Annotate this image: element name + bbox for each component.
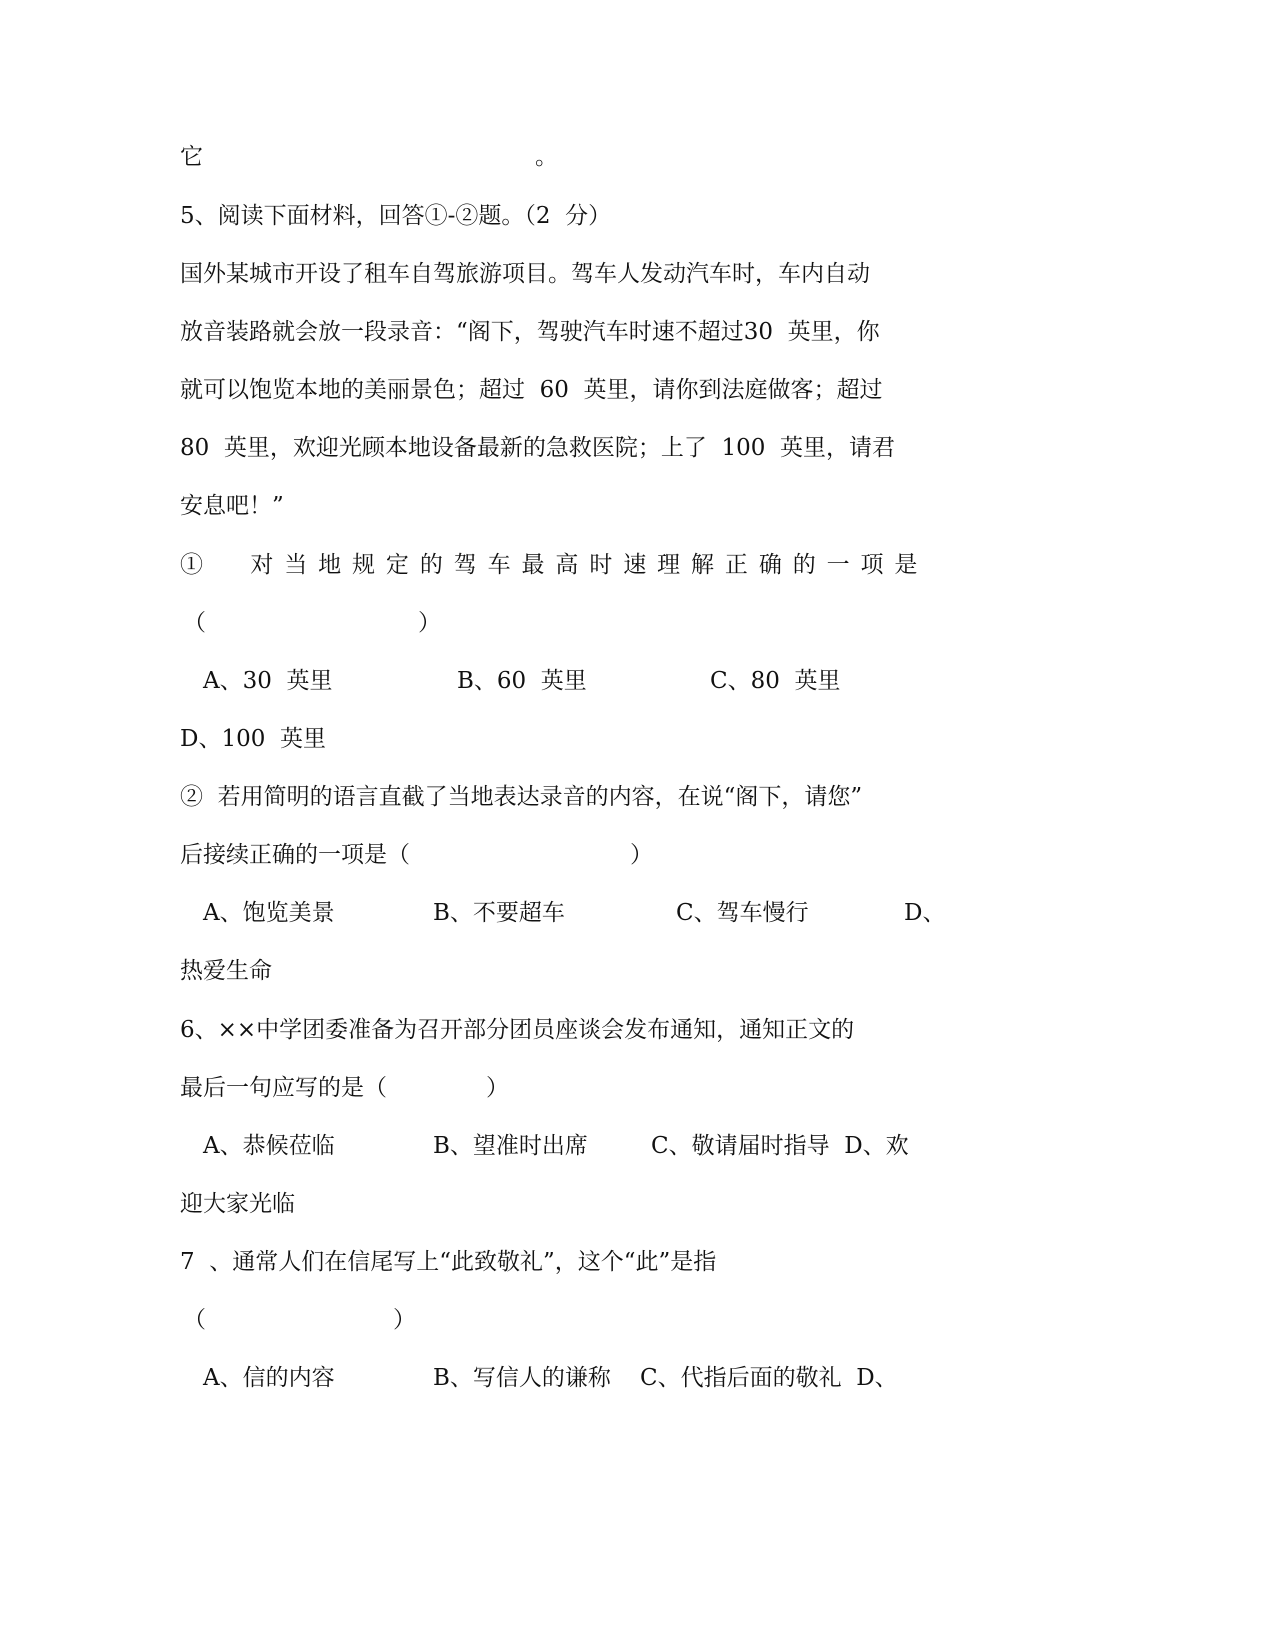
option-d: D、100 英里	[180, 726, 326, 752]
blank-open-paren: （	[183, 610, 206, 636]
option-a: A、饱览美景	[203, 900, 335, 926]
option-a: A、信的内容	[203, 1365, 335, 1391]
sub-question-2: ② 若用简明的语言直截了当地表达录音的内容，在说“阁下，请您”	[180, 784, 863, 810]
option-b: B、不要超车	[433, 900, 565, 926]
material-line-5: 安息吧！”	[180, 493, 284, 519]
question-6-line-1: 6、××中学团委准备为召开部分团员座谈会发布通知，通知正文的	[180, 1017, 855, 1043]
option-d-text: 迎大家光临	[180, 1191, 295, 1217]
option-a: A、恭候莅临	[203, 1133, 335, 1159]
option-a: A、30 英里	[203, 668, 333, 694]
option-d-text: 热爱生命	[180, 958, 272, 984]
question-5-title: 5、阅读下面材料，回答①-②题。（2 分）	[180, 203, 612, 229]
option-b: B、写信人的谦称	[433, 1365, 611, 1391]
material-line-3: 就可以饱览本地的美丽景色；超过 60 英里，请你到法庭做客；超过	[180, 377, 883, 403]
question-6-line-2: 最后一句应写的是（	[180, 1075, 387, 1101]
blank-open-paren: （	[183, 1307, 206, 1333]
option-b: B、望准时出席	[433, 1133, 588, 1159]
answer-line-end: 。	[535, 144, 558, 170]
option-b: B、60 英里	[457, 668, 587, 694]
option-c-d: C、敬请届时指导 D、欢	[651, 1133, 909, 1159]
option-c: C、80 英里	[710, 668, 841, 694]
sub-question-2-cont: 后接续正确的一项是（	[180, 842, 410, 868]
option-c-d: C、代指后面的敬礼 D、	[640, 1365, 898, 1391]
blank-close-paren: ）	[630, 842, 653, 868]
answer-line-start: 它	[180, 144, 203, 170]
material-line-1: 国外某城市开设了租车自驾旅游项目。驾车人发动汽车时，车内自动	[180, 261, 870, 287]
question-7-line-1: 7 、通常人们在信尾写上“此致敬礼”，这个“此”是指	[180, 1249, 717, 1275]
option-d-label: D、	[904, 900, 946, 926]
option-c: C、驾车慢行	[676, 900, 809, 926]
sub-question-1: ① 对当地规定的驾车最高时速理解正确的一项是	[180, 552, 929, 578]
material-line-4: 80 英里，欢迎光顾本地设备最新的急救医院；上了 100 英里，请君	[180, 435, 896, 461]
blank-close-paren: ）	[393, 1307, 416, 1333]
material-line-2: 放音装路就会放一段录音：“阁下，驾驶汽车时速不超过30 英里，你	[180, 319, 880, 345]
blank-close-paren: ）	[418, 610, 441, 636]
blank-close-paren: ）	[486, 1075, 509, 1101]
